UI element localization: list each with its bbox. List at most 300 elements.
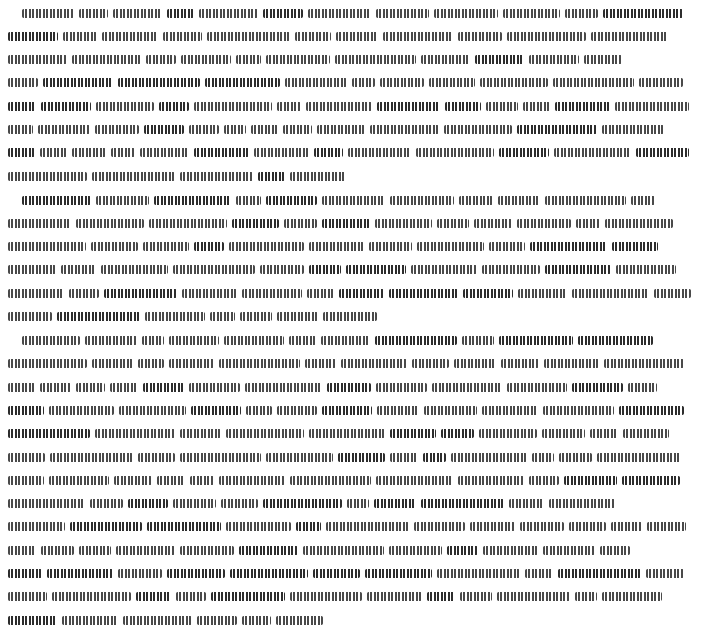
word [138,453,175,462]
text-line [22,6,697,20]
word [52,592,131,601]
text-line [8,357,697,371]
word [518,289,567,298]
word [8,592,47,601]
word [163,32,202,41]
word [180,453,261,462]
word [458,476,524,485]
word [8,476,44,485]
word [118,569,162,578]
word [258,172,285,181]
word [72,55,141,64]
word [322,406,372,415]
word [346,265,406,274]
word [181,55,231,64]
word [8,102,36,111]
word [79,546,111,555]
word [57,312,140,321]
word [459,196,493,205]
word [251,125,278,134]
word [532,453,554,462]
word [41,102,91,111]
word [95,429,175,438]
word [113,9,162,18]
word [191,406,241,415]
word [63,32,97,41]
word [314,148,343,157]
word [194,242,224,251]
word [503,9,560,18]
word [322,219,370,228]
word [565,9,598,18]
word [189,125,219,134]
word [639,78,683,87]
word [444,125,512,134]
word [8,289,64,298]
word [479,429,537,438]
word [489,242,525,251]
word [390,453,418,462]
word [92,359,133,368]
word [276,616,323,625]
word [176,592,206,601]
word [327,383,371,392]
word [365,569,432,578]
word [8,359,87,368]
word [285,78,347,87]
word [545,196,626,205]
word [38,125,90,134]
word [266,196,317,205]
word [604,359,684,368]
word [377,406,419,415]
word [136,592,171,601]
word [242,616,271,625]
word [437,219,469,228]
word [102,32,158,41]
word [190,476,214,485]
word [236,55,261,64]
word [529,476,559,485]
word [167,9,194,18]
text-line [8,403,697,417]
text-line [8,263,697,277]
text-line [8,520,697,534]
word [277,406,317,415]
word [119,406,186,415]
word [553,78,634,87]
word [383,32,453,41]
word [554,148,631,157]
word [236,196,261,205]
word [240,312,272,321]
word [338,453,385,462]
word [483,546,538,555]
text-line [8,590,697,604]
word [616,265,676,274]
word [447,546,478,555]
word [8,406,44,415]
word [41,546,74,555]
word [470,522,515,531]
text-line [8,122,697,136]
word [308,9,371,18]
word [263,9,303,18]
word [180,546,234,555]
word [525,569,553,578]
word [8,453,45,462]
word [309,242,364,251]
word [647,522,686,531]
word [40,148,67,157]
word [266,453,333,462]
word [460,592,492,601]
word [128,499,168,508]
word [199,9,258,18]
text-line [8,216,697,230]
word [482,265,540,274]
word [306,102,372,111]
word [96,102,154,111]
word [474,219,512,228]
text-line [8,613,697,627]
word [189,383,240,392]
word [295,32,331,41]
text-line [8,76,697,90]
word [576,219,600,228]
word [43,78,113,87]
word [429,78,475,87]
word [323,312,377,321]
word [72,148,106,157]
word [8,242,86,251]
word [454,359,496,368]
word [245,383,322,392]
word [602,592,662,601]
word [628,383,657,392]
word [303,546,384,555]
word [600,546,630,555]
word [646,569,684,578]
word [427,592,455,601]
word [92,172,175,181]
word [603,9,683,18]
word [412,359,449,368]
word [154,196,231,205]
word [207,32,290,41]
word [341,359,407,368]
word [432,383,502,392]
word [104,289,177,298]
word [501,359,539,368]
word [499,336,573,345]
word [229,242,304,251]
word [61,265,96,274]
word [305,359,336,368]
word [416,148,494,157]
text-line [8,169,697,183]
word [111,148,135,157]
word [254,148,309,157]
word [542,429,585,438]
word [376,476,453,485]
word [507,32,586,41]
word [284,219,317,228]
word [230,569,308,578]
word [475,55,524,64]
word [591,32,668,41]
word [434,9,498,18]
word [336,32,378,41]
word [79,9,108,18]
word [605,219,673,228]
word [414,522,465,531]
word [70,522,142,531]
word [8,312,52,321]
word [226,522,291,531]
word [411,265,477,274]
word [370,125,439,134]
word [389,546,442,555]
word [290,172,346,181]
word [590,429,618,438]
text-line [8,146,697,160]
word [555,102,610,111]
word [313,569,360,578]
word [49,476,109,485]
word [95,125,139,134]
word [529,55,579,64]
word [169,336,219,345]
word [143,383,184,392]
word [8,32,58,41]
word [194,102,272,111]
word [8,546,36,555]
word [149,219,227,228]
word [339,289,384,298]
word [421,55,470,64]
word [578,336,653,345]
word [612,242,658,251]
text-line [8,497,697,511]
word [8,383,35,392]
word [110,383,138,392]
word [497,592,570,601]
word [224,336,284,345]
word [219,359,300,368]
word [69,289,99,298]
word [376,9,429,18]
word [437,569,520,578]
word [50,453,133,462]
word [352,78,375,87]
word [85,336,137,345]
text-line [8,473,697,487]
word [375,336,457,345]
word [290,476,371,485]
word [451,453,527,462]
word [421,499,504,508]
word [377,102,440,111]
text-line [8,567,697,581]
word [180,429,221,438]
word [157,476,185,485]
word [309,265,341,274]
word [597,453,681,462]
word [380,78,424,87]
word [543,406,614,415]
word [8,125,33,134]
word [49,406,114,415]
text-line [8,99,697,113]
word [239,546,298,555]
word [8,78,38,87]
word [458,32,502,41]
word [8,55,67,64]
word [367,592,422,601]
word [309,429,385,438]
word [167,569,225,578]
word [242,289,302,298]
word [423,453,446,462]
word [369,242,412,251]
word [480,78,548,87]
word [559,453,592,462]
text-line [8,450,697,464]
word [517,125,597,134]
text-line [8,310,697,324]
word [390,196,454,205]
text-line [22,334,697,348]
word [615,102,689,111]
word [290,592,362,601]
word [266,55,330,64]
text-line [8,543,697,557]
word [623,429,669,438]
word [173,265,255,274]
word [631,196,655,205]
word [317,125,365,134]
word [517,219,571,228]
word [8,148,35,157]
word [572,383,623,392]
word [118,78,200,87]
word [114,476,152,485]
word [375,219,432,228]
word [143,242,189,251]
word [619,406,684,415]
word [564,476,617,485]
word [321,336,370,345]
word [263,499,342,508]
word [205,78,280,87]
word [22,9,74,18]
word [76,383,105,392]
word [116,546,175,555]
word [219,476,285,485]
word [441,429,474,438]
word [277,312,318,321]
word [558,569,641,578]
word [8,172,87,181]
word [144,125,184,134]
word [543,546,595,555]
word [277,102,301,111]
word [140,148,189,157]
word [8,569,42,578]
word [499,148,549,157]
word [572,289,649,298]
word [8,429,90,438]
word [138,359,164,368]
word [417,242,484,251]
word [224,125,246,134]
word [8,499,85,508]
word [211,592,285,601]
word [283,125,312,134]
word [8,219,71,228]
word [322,196,385,205]
word [509,499,544,508]
text-line [22,193,697,207]
word [8,616,57,625]
word [96,196,149,205]
word [194,148,249,157]
word [462,336,494,345]
word [482,406,538,415]
word [307,289,334,298]
word [221,499,258,508]
word [62,616,118,625]
word [232,219,279,228]
word [123,616,192,625]
word [622,476,680,485]
text-line [8,29,697,43]
word [246,406,272,415]
text-line [8,286,697,300]
word [569,522,606,531]
word [424,406,477,415]
word [549,499,615,508]
word [390,429,436,438]
word [335,55,416,64]
word [507,383,567,392]
word [296,522,321,531]
word [22,336,80,345]
paragraph-1 [8,6,697,183]
word [22,196,91,205]
word [602,125,664,134]
word [145,312,205,321]
word [182,289,237,298]
word [159,102,189,111]
text-line [8,380,697,394]
word [169,359,214,368]
word [636,148,689,157]
word [376,383,427,392]
word [90,499,123,508]
word [575,592,597,601]
word [374,499,416,508]
text-line [8,240,697,254]
word [611,522,642,531]
word [142,336,164,345]
word [91,242,138,251]
word [347,499,369,508]
word [147,522,221,531]
word [146,55,176,64]
word [523,102,550,111]
